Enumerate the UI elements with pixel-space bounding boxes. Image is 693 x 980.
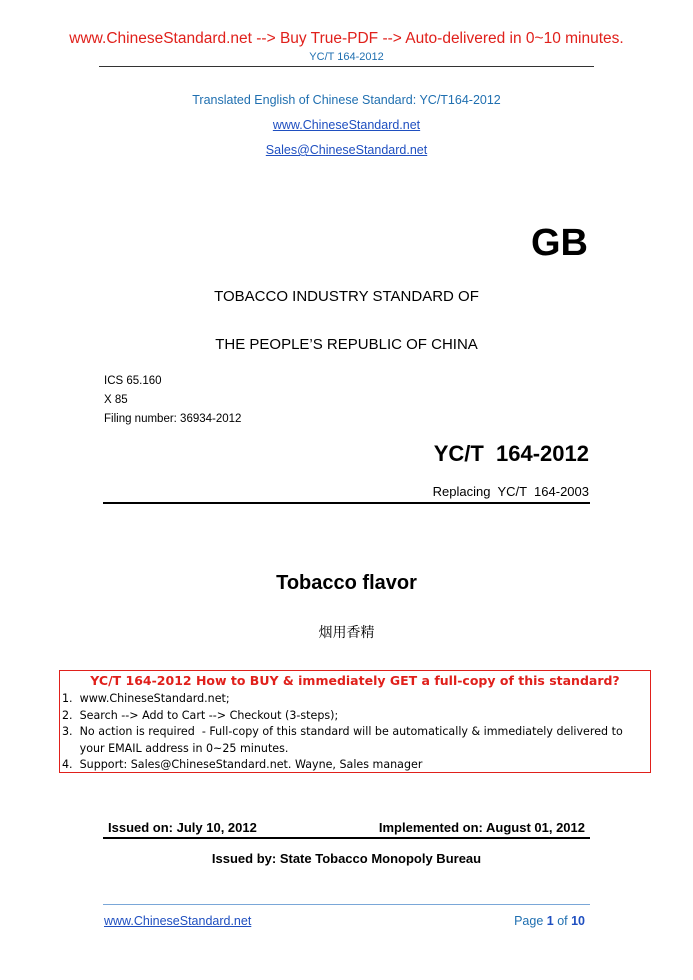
current-page: 1 [546,914,554,928]
purchase-step[interactable]: 1. www.ChineseStandard.net; [62,692,230,705]
page-prefix: Page [514,914,547,928]
site-link-wrapper [0,118,693,132]
standard-number: YC/T 164-2012 [433,441,589,466]
sales-email-wrapper [0,143,693,157]
header-standard-number: YC/T 164-2012 [309,51,384,63]
footer-site-link[interactable]: www.ChineseStandard.net [104,914,252,928]
purchase-steps-list [62,691,623,774]
dates-rule [103,837,590,839]
sales-email-link[interactable]: Sales@ChineseStandard.net [265,143,428,157]
footer-link-wrapper [104,914,251,928]
implemented-date: Implemented on: August 01, 2012 [378,820,585,835]
purchase-box-title: YC/T 164-2012 How to BUY & immediately GET a full-copy of this standard? [90,673,620,688]
translated-note: Translated English of Chinese Standard: YC/T164-2012 [192,93,501,107]
standard-title-chinese: 烟用香精 [318,625,375,641]
purchase-step: 2. Search --> Add to Cart --> Checkout (3-steps); [62,708,339,722]
purchase-step: 3. No action is required - Full-copy of this standard will be automatically & immediately delivered to [62,725,623,738]
total-pages: 10 [571,914,585,928]
industry-title-line-2: THE PEOPLE’S REPUBLIC OF CHINA [215,336,478,353]
purchase-info-box [59,670,651,773]
title-rule [103,502,590,504]
classification-code: X 85 [104,394,128,406]
purchase-step[interactable]: 4. Support: Sales@ChineseStandard.net. Wayne, Sales manager [62,758,423,771]
filing-number: Filing number: 36934-2012 [104,413,242,425]
issued-date: Issued on: July 10, 2012 [108,820,257,835]
issuing-body: Issued by: State Tobacco Monopoly Bureau [211,851,482,866]
promo-banner[interactable]: www.ChineseStandard.net --> Buy True-PDF --> Auto-delivered in 0~10 minutes. [69,30,624,47]
footer-rule [103,904,590,905]
ics-code: ICS 65.160 [104,375,162,387]
site-link[interactable]: www.ChineseStandard.net [272,118,421,132]
industry-title-line-1: TOBACCO INDUSTRY STANDARD OF [214,288,479,305]
standard-title-english: Tobacco flavor [276,572,417,594]
page-separator: of [553,914,572,928]
header-rule [99,66,594,67]
purchase-step: your EMAIL address in 0~25 minutes. [62,741,289,755]
replacing-note: Replacing YC/T 164-2003 [432,484,589,499]
page-indicator [514,914,585,928]
gb-mark: GB [531,222,588,264]
